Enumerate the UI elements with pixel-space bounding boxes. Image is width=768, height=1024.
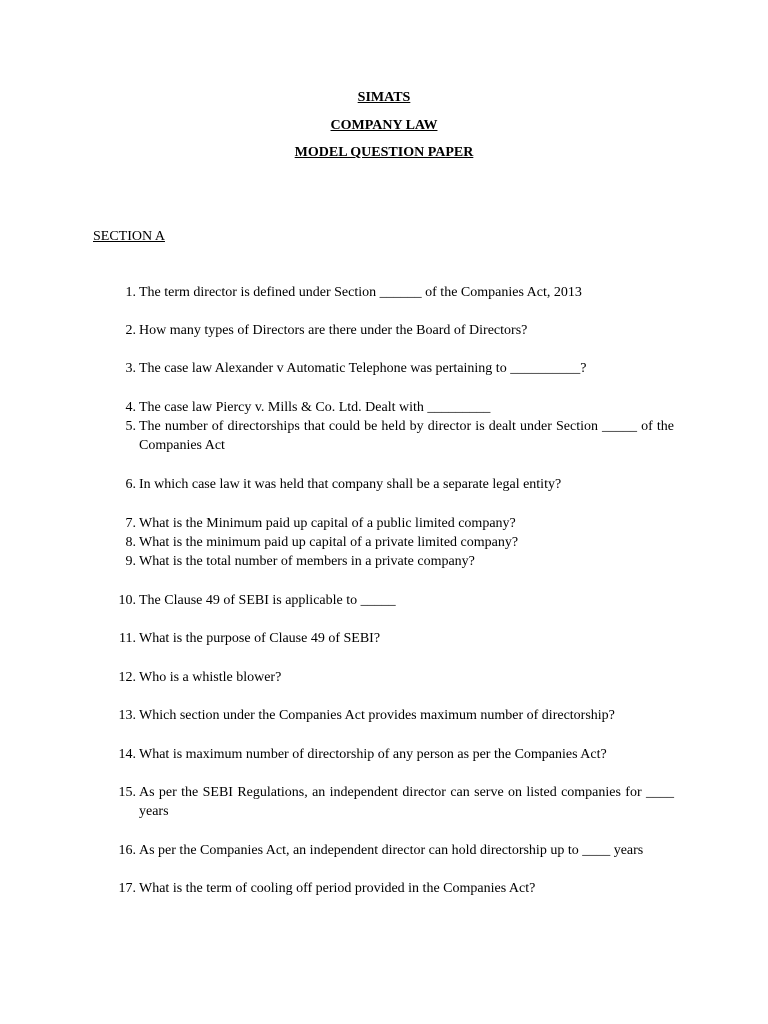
question-number: 17. <box>118 881 136 896</box>
question-text: What is the Minimum paid up capital of a public limited company? <box>139 516 516 531</box>
section-a-title: SECTION A <box>93 229 165 244</box>
question-text: What is the term of cooling off period provided in the Companies Act? <box>139 881 536 896</box>
question-item <box>110 629 674 648</box>
question-number: 9. <box>125 554 136 569</box>
question-number: 8. <box>125 535 136 550</box>
question-item <box>110 706 674 725</box>
question-text: Which section under the Companies Act provides maximum number of directorship? <box>139 708 615 723</box>
question-item <box>110 417 674 455</box>
question-item <box>110 533 674 552</box>
question-item <box>110 398 674 417</box>
question-text: The number of directorships that could be held by director is dealt under Section _____ of the Companies Act <box>139 419 674 453</box>
question-item <box>110 841 674 860</box>
paper-type-heading: MODEL QUESTION PAPER <box>294 145 474 160</box>
question-number: 5. <box>125 419 136 434</box>
question-text: What is the minimum paid up capital of a private limited company? <box>139 535 519 550</box>
question-number: 1. <box>125 285 136 300</box>
question-text: The case law Piercy v. Mills & Co. Ltd. Dealt with _________ <box>139 400 491 415</box>
question-item <box>110 359 674 378</box>
question-number: 10. <box>118 593 136 608</box>
question-text: How many types of Directors are there under the Board of Directors? <box>139 323 528 338</box>
question-item <box>110 745 674 764</box>
question-text: What is maximum number of directorship of any person as per the Companies Act? <box>139 747 607 762</box>
question-number: 6. <box>125 477 136 492</box>
question-text: What is the purpose of Clause 49 of SEBI? <box>139 631 381 646</box>
question-number: 2. <box>125 323 136 338</box>
subject-heading: COMPANY LAW <box>330 118 438 133</box>
question-number: 7. <box>125 516 136 531</box>
question-item <box>110 591 674 610</box>
question-text: What is the total number of members in a private company? <box>139 554 475 569</box>
institution-heading: SIMATS <box>357 90 411 105</box>
question-item <box>110 552 674 571</box>
question-number: 4. <box>125 400 136 415</box>
question-text: The case law Alexander v Automatic Telephone was pertaining to __________? <box>139 361 587 376</box>
question-number: 16. <box>118 843 136 858</box>
question-number: 3. <box>125 361 136 376</box>
question-number: 11. <box>119 631 136 646</box>
question-item <box>110 514 674 533</box>
question-item <box>110 783 674 821</box>
question-text: Who is a whistle blower? <box>139 670 282 685</box>
question-item <box>110 668 674 687</box>
question-text: The term director is defined under Section ______ of the Companies Act, 2013 <box>139 285 582 300</box>
question-text: The Clause 49 of SEBI is applicable to _____ <box>139 593 396 608</box>
question-number: 13. <box>118 708 136 723</box>
question-item <box>110 879 674 898</box>
question-text: In which case law it was held that company shall be a separate legal entity? <box>139 477 562 492</box>
question-text: As per the Companies Act, an independent director can hold directorship up to ____ years <box>139 843 644 858</box>
question-number: 14. <box>118 747 136 762</box>
question-item <box>110 321 674 340</box>
question-item <box>110 283 674 302</box>
question-item <box>110 475 674 494</box>
question-number: 15. <box>118 785 136 800</box>
question-text: As per the SEBI Regulations, an independent director can serve on listed companies for ____ years <box>139 785 674 819</box>
question-number: 12. <box>118 670 136 685</box>
